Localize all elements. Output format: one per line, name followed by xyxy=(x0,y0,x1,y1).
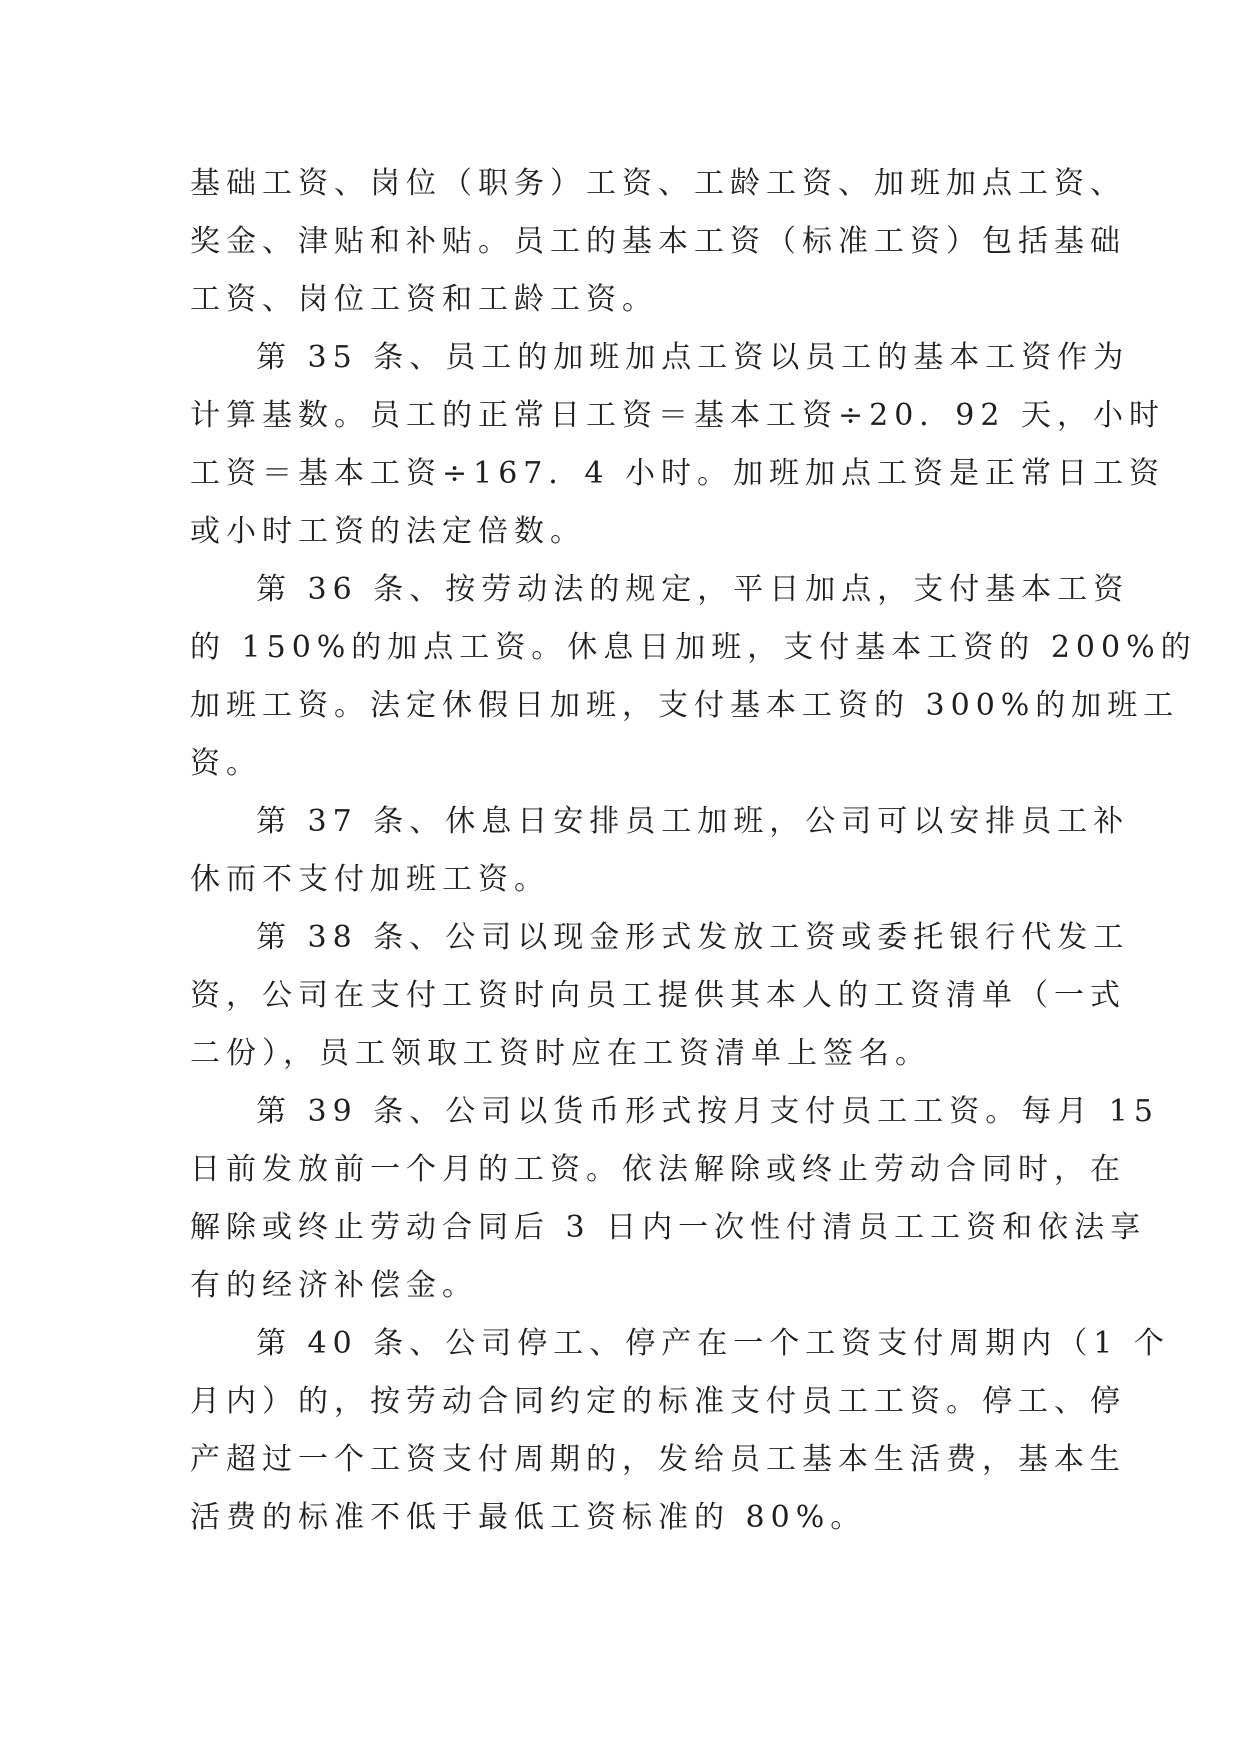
text-line: 基础工资、岗位（职务）工资、工龄工资、加班加点工资、 xyxy=(190,166,1126,201)
text-line: 奖金、津贴和补贴。员工的基本工资（标准工资）包括基础 xyxy=(190,224,1126,259)
text-line: 资。 xyxy=(190,746,262,781)
text-line: 计算基数。员工的正常日工资＝基本工资÷20．92 天，小时 xyxy=(190,398,1166,433)
article-36-heading-line: 第 36 条、按劳动法的规定，平日加点，支付基本工资 xyxy=(256,572,1130,607)
text-line: 的 150%的加点工资。休息日加班，支付基本工资的 200%的 xyxy=(190,630,1197,665)
text-line: 活费的标准不低于最低工资标准的 80%。 xyxy=(190,1500,867,1535)
text-line: 或小时工资的法定倍数。 xyxy=(190,514,586,549)
text-line: 二份），员工领取工资时应在工资清单上签名。 xyxy=(190,1036,931,1071)
article-39-heading-line: 第 39 条、公司以货币形式按月支付员工工资。每月 15 xyxy=(256,1094,1159,1129)
article-35-heading-line: 第 35 条、员工的加班加点工资以员工的基本工资作为 xyxy=(256,340,1130,375)
text-line: 月内）的，按劳动合同约定的标准支付员工工资。停工、停 xyxy=(190,1384,1126,1419)
article-37-heading-line: 第 37 条、休息日安排员工加班，公司可以安排员工补 xyxy=(256,804,1130,839)
text-line: 工资＝基本工资÷167．4 小时。加班加点工资是正常日工资 xyxy=(190,456,1166,491)
article-38-heading-line: 第 38 条、公司以现金形式发放工资或委托银行代发工 xyxy=(256,920,1130,955)
text-line: 工资、岗位工资和工龄工资。 xyxy=(190,282,658,317)
text-line: 有的经济补偿金。 xyxy=(190,1268,478,1303)
text-line: 加班工资。法定休假日加班，支付基本工资的 300%的加班工 xyxy=(190,688,1180,723)
article-40-heading-line: 第 40 条、公司停工、停产在一个工资支付周期内（1 个 xyxy=(256,1326,1170,1361)
text-line: 产超过一个工资支付周期的，发给员工基本生活费，基本生 xyxy=(190,1442,1126,1477)
text-line: 日前发放前一个月的工资。依法解除或终止劳动合同时，在 xyxy=(190,1152,1126,1187)
text-line: 解除或终止劳动合同后 3 日内一次性付清员工工资和依法享 xyxy=(190,1210,1147,1245)
text-line: 资，公司在支付工资时向员工提供其本人的工资清单（一式 xyxy=(190,978,1126,1013)
text-line: 休而不支付加班工资。 xyxy=(190,862,550,897)
